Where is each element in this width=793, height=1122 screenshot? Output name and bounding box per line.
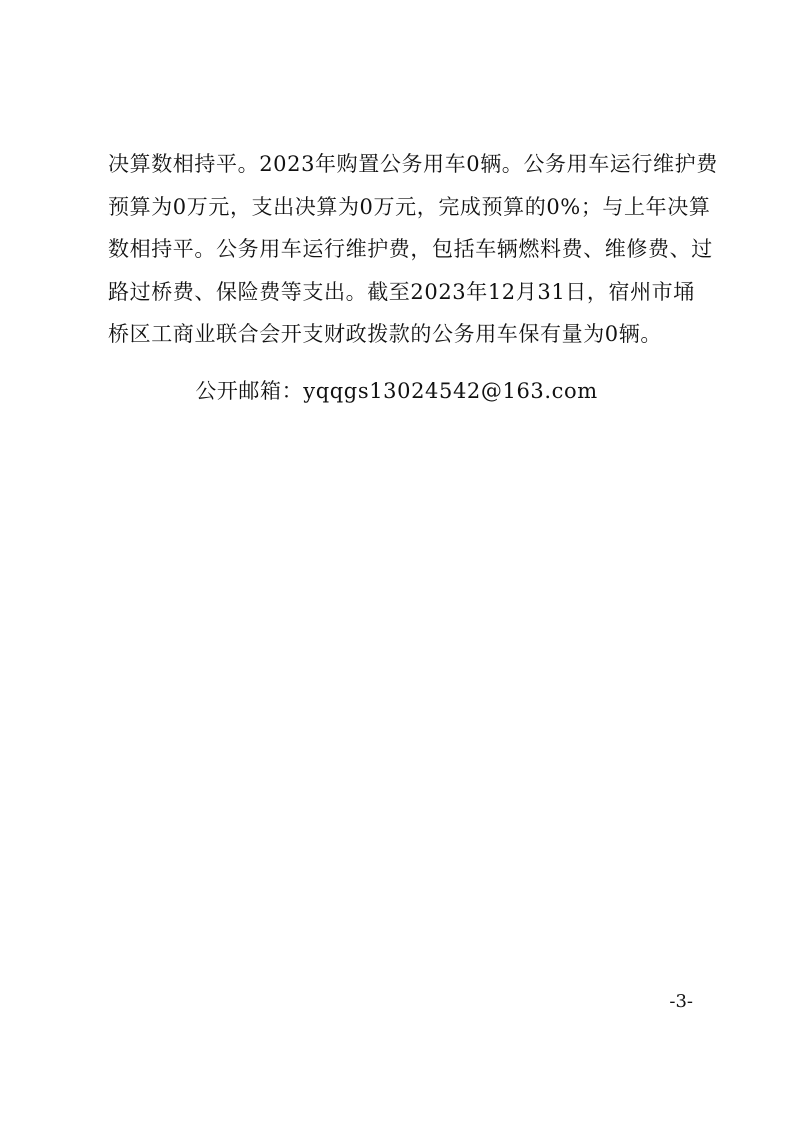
paragraph-line: 路过桥费、保险费等支出。截至2023年12月31日，宿州市埇 <box>108 279 695 304</box>
paragraph-line: 桥区工商业联合会开支财政拨款的公务用车保有量为0辆。 <box>108 322 662 346</box>
public-email: 公开邮箱：yqqgs13024542@163.com <box>195 379 598 403</box>
body-paragraph <box>108 143 718 356</box>
paragraph-line: 数相持平。公务用车运行维护费，包括车辆燃料费、维修费、过 <box>108 237 713 261</box>
paragraph-line: 预算为0万元，支出决算为0万元，完成预算的0%；与上年决算 <box>108 194 711 219</box>
paragraph-line: 决算数相持平。2023年购置公务用车0辆。公务用车运行维护费 <box>108 152 718 176</box>
page-number: -3- <box>669 991 693 1012</box>
